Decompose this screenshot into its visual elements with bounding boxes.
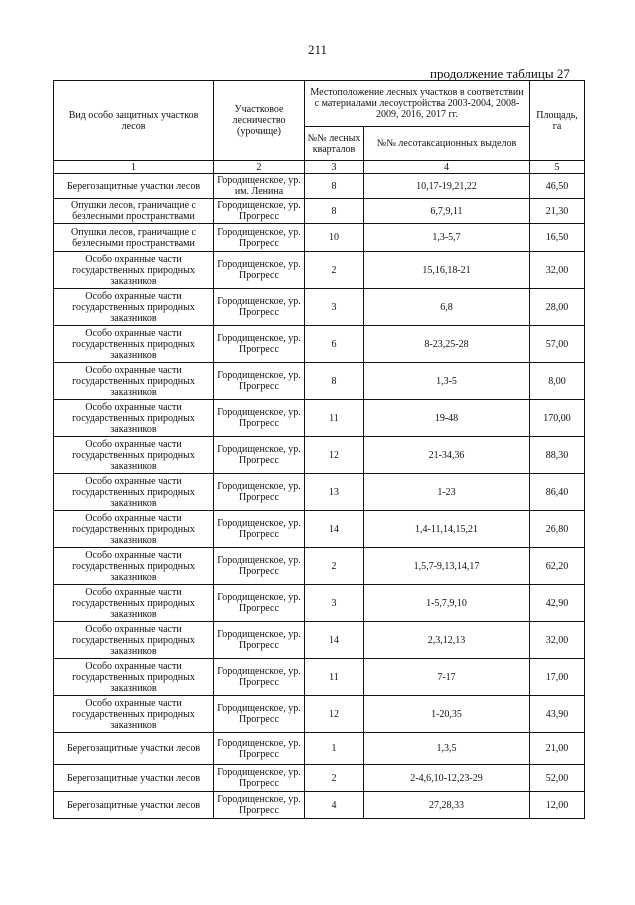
column-number: 5 <box>530 161 585 174</box>
cell-area: 170,00 <box>530 400 585 437</box>
cell-area: 28,00 <box>530 289 585 326</box>
cell-forestry: Городищенское, ур. Прогресс <box>214 511 305 548</box>
header-area: Площадь, га <box>530 81 585 161</box>
cell-kind: Особо охранные части государственных природных заказников <box>54 696 214 733</box>
cell-area: 88,30 <box>530 437 585 474</box>
cell-forestry: Городищенское, ур. Прогресс <box>214 765 305 792</box>
cell-kind: Особо охранные части государственных природных заказников <box>54 548 214 585</box>
cell-area: 42,90 <box>530 585 585 622</box>
cell-area: 57,00 <box>530 326 585 363</box>
cell-allotments: 1-20,35 <box>364 696 530 733</box>
cell-quarter: 12 <box>305 437 364 474</box>
table-row <box>54 174 585 199</box>
cell-forestry: Городищенское, ур. Прогресс <box>214 252 305 289</box>
cell-area: 52,00 <box>530 765 585 792</box>
cell-quarter: 11 <box>305 400 364 437</box>
cell-forestry: Городищенское, ур. Прогресс <box>214 363 305 400</box>
cell-kind: Особо охранные части государственных природных заказников <box>54 326 214 363</box>
cell-forestry: Городищенское, ур. Прогресс <box>214 437 305 474</box>
cell-quarter: 2 <box>305 252 364 289</box>
table-row <box>54 363 585 400</box>
cell-forestry: Городищенское, ур. Прогресс <box>214 224 305 252</box>
column-number: 1 <box>54 161 214 174</box>
cell-kind: Особо охранные части государственных природных заказников <box>54 363 214 400</box>
table-row <box>54 765 585 792</box>
cell-allotments: 1,3-5,7 <box>364 224 530 252</box>
table-row <box>54 792 585 819</box>
table-row <box>54 199 585 224</box>
cell-kind: Особо охранные части государственных природных заказников <box>54 659 214 696</box>
cell-allotments: 1,3-5 <box>364 363 530 400</box>
table-row <box>54 659 585 696</box>
cell-forestry: Городищенское, ур. Прогресс <box>214 326 305 363</box>
cell-kind: Особо охранные части государственных природных заказников <box>54 585 214 622</box>
cell-kind: Особо охранные части государственных природных заказников <box>54 622 214 659</box>
cell-area: 86,40 <box>530 474 585 511</box>
cell-forestry: Городищенское, ур. Прогресс <box>214 696 305 733</box>
cell-forestry: Городищенское, ур. Прогресс <box>214 400 305 437</box>
cell-quarter: 6 <box>305 326 364 363</box>
protective-areas-table <box>53 80 585 819</box>
table-row <box>54 224 585 252</box>
cell-kind: Берегозащитные участки лесов <box>54 792 214 819</box>
cell-allotments: 10,17-19,21,22 <box>364 174 530 199</box>
cell-quarter: 10 <box>305 224 364 252</box>
cell-area: 21,00 <box>530 733 585 765</box>
cell-quarter: 13 <box>305 474 364 511</box>
cell-area: 46,50 <box>530 174 585 199</box>
table-row <box>54 474 585 511</box>
cell-allotments: 8-23,25-28 <box>364 326 530 363</box>
cell-quarter: 14 <box>305 622 364 659</box>
cell-forestry: Городищенское, ур. Прогресс <box>214 289 305 326</box>
cell-forestry: Городищенское, ур. Прогресс <box>214 659 305 696</box>
cell-area: 12,00 <box>530 792 585 819</box>
cell-area: 26,80 <box>530 511 585 548</box>
cell-allotments: 7-17 <box>364 659 530 696</box>
cell-quarter: 14 <box>305 511 364 548</box>
cell-allotments: 6,7,9,11 <box>364 199 530 224</box>
cell-quarter: 11 <box>305 659 364 696</box>
header-quarters: №№ лесных кварталов <box>305 127 364 161</box>
cell-area: 8,00 <box>530 363 585 400</box>
cell-allotments: 2,3,12,13 <box>364 622 530 659</box>
cell-forestry: Городищенское, ур. Прогресс <box>214 733 305 765</box>
cell-forestry: Городищенское, ур. Прогресс <box>214 199 305 224</box>
cell-allotments: 1-5,7,9,10 <box>364 585 530 622</box>
table-row <box>54 400 585 437</box>
cell-allotments: 2-4,6,10-12,23-29 <box>364 765 530 792</box>
cell-quarter: 2 <box>305 765 364 792</box>
cell-forestry: Городищенское, ур. Прогресс <box>214 622 305 659</box>
page-number: 211 <box>307 42 328 57</box>
cell-kind: Берегозащитные участки лесов <box>54 733 214 765</box>
cell-forestry: Городищенское, ур. им. Ленина <box>214 174 305 199</box>
table-row <box>54 326 585 363</box>
column-number: 2 <box>214 161 305 174</box>
cell-kind: Особо охранные части государственных природных заказников <box>54 252 214 289</box>
cell-quarter: 8 <box>305 363 364 400</box>
cell-quarter: 1 <box>305 733 364 765</box>
cell-quarter: 3 <box>305 289 364 326</box>
cell-quarter: 8 <box>305 174 364 199</box>
cell-quarter: 2 <box>305 548 364 585</box>
table-row <box>54 696 585 733</box>
cell-quarter: 12 <box>305 696 364 733</box>
cell-kind: Особо охранные части государственных природных заказников <box>54 474 214 511</box>
cell-forestry: Городищенское, ур. Прогресс <box>214 585 305 622</box>
cell-allotments: 19-48 <box>364 400 530 437</box>
cell-forestry: Городищенское, ур. Прогресс <box>214 474 305 511</box>
header-location: Местоположение лесных участков в соответствии с материалами лесоустройства 2003-2004, 2008-2009, 2016, 2017 гг. <box>305 81 530 127</box>
column-number: 3 <box>305 161 364 174</box>
cell-allotments: 1-23 <box>364 474 530 511</box>
cell-kind: Особо охранные части государственных природных заказников <box>54 437 214 474</box>
cell-kind: Особо охранные части государственных природных заказников <box>54 289 214 326</box>
cell-area: 62,20 <box>530 548 585 585</box>
header-kind: Вид особо защитных участков лесов <box>54 81 214 161</box>
cell-kind: Особо охранные части государственных природных заказников <box>54 511 214 548</box>
table-row <box>54 585 585 622</box>
cell-area: 16,50 <box>530 224 585 252</box>
cell-allotments: 1,4-11,14,15,21 <box>364 511 530 548</box>
cell-allotments: 1,5,7-9,13,14,17 <box>364 548 530 585</box>
cell-kind: Опушки лесов, граничащие с безлесными пространствами <box>54 199 214 224</box>
cell-allotments: 15,16,18-21 <box>364 252 530 289</box>
header-forestry: Участковое лесничество (урочище) <box>214 81 305 161</box>
cell-quarter: 3 <box>305 585 364 622</box>
table-row <box>54 548 585 585</box>
cell-allotments: 27,28,33 <box>364 792 530 819</box>
cell-allotments: 6,8 <box>364 289 530 326</box>
table-continuation-label: продолжение таблицы 27 <box>430 66 570 81</box>
header-allotments: №№ лесотаксационных выделов <box>364 127 530 161</box>
cell-quarter: 8 <box>305 199 364 224</box>
cell-allotments: 1,3,5 <box>364 733 530 765</box>
cell-area: 21,30 <box>530 199 585 224</box>
cell-kind: Опушки лесов, граничащие с безлесными пространствами <box>54 224 214 252</box>
cell-quarter: 4 <box>305 792 364 819</box>
cell-area: 43,90 <box>530 696 585 733</box>
cell-area: 32,00 <box>530 252 585 289</box>
cell-kind: Берегозащитные участки лесов <box>54 765 214 792</box>
table-row <box>54 622 585 659</box>
cell-allotments: 21-34,36 <box>364 437 530 474</box>
table-row <box>54 252 585 289</box>
cell-kind: Особо охранные части государственных природных заказников <box>54 400 214 437</box>
cell-area: 17,00 <box>530 659 585 696</box>
cell-forestry: Городищенское, ур. Прогресс <box>214 792 305 819</box>
cell-area: 32,00 <box>530 622 585 659</box>
column-number: 4 <box>364 161 530 174</box>
table-row <box>54 289 585 326</box>
cell-kind: Берегозащитные участки лесов <box>54 174 214 199</box>
table-row <box>54 437 585 474</box>
table-row <box>54 733 585 765</box>
cell-forestry: Городищенское, ур. Прогресс <box>214 548 305 585</box>
table-row <box>54 511 585 548</box>
